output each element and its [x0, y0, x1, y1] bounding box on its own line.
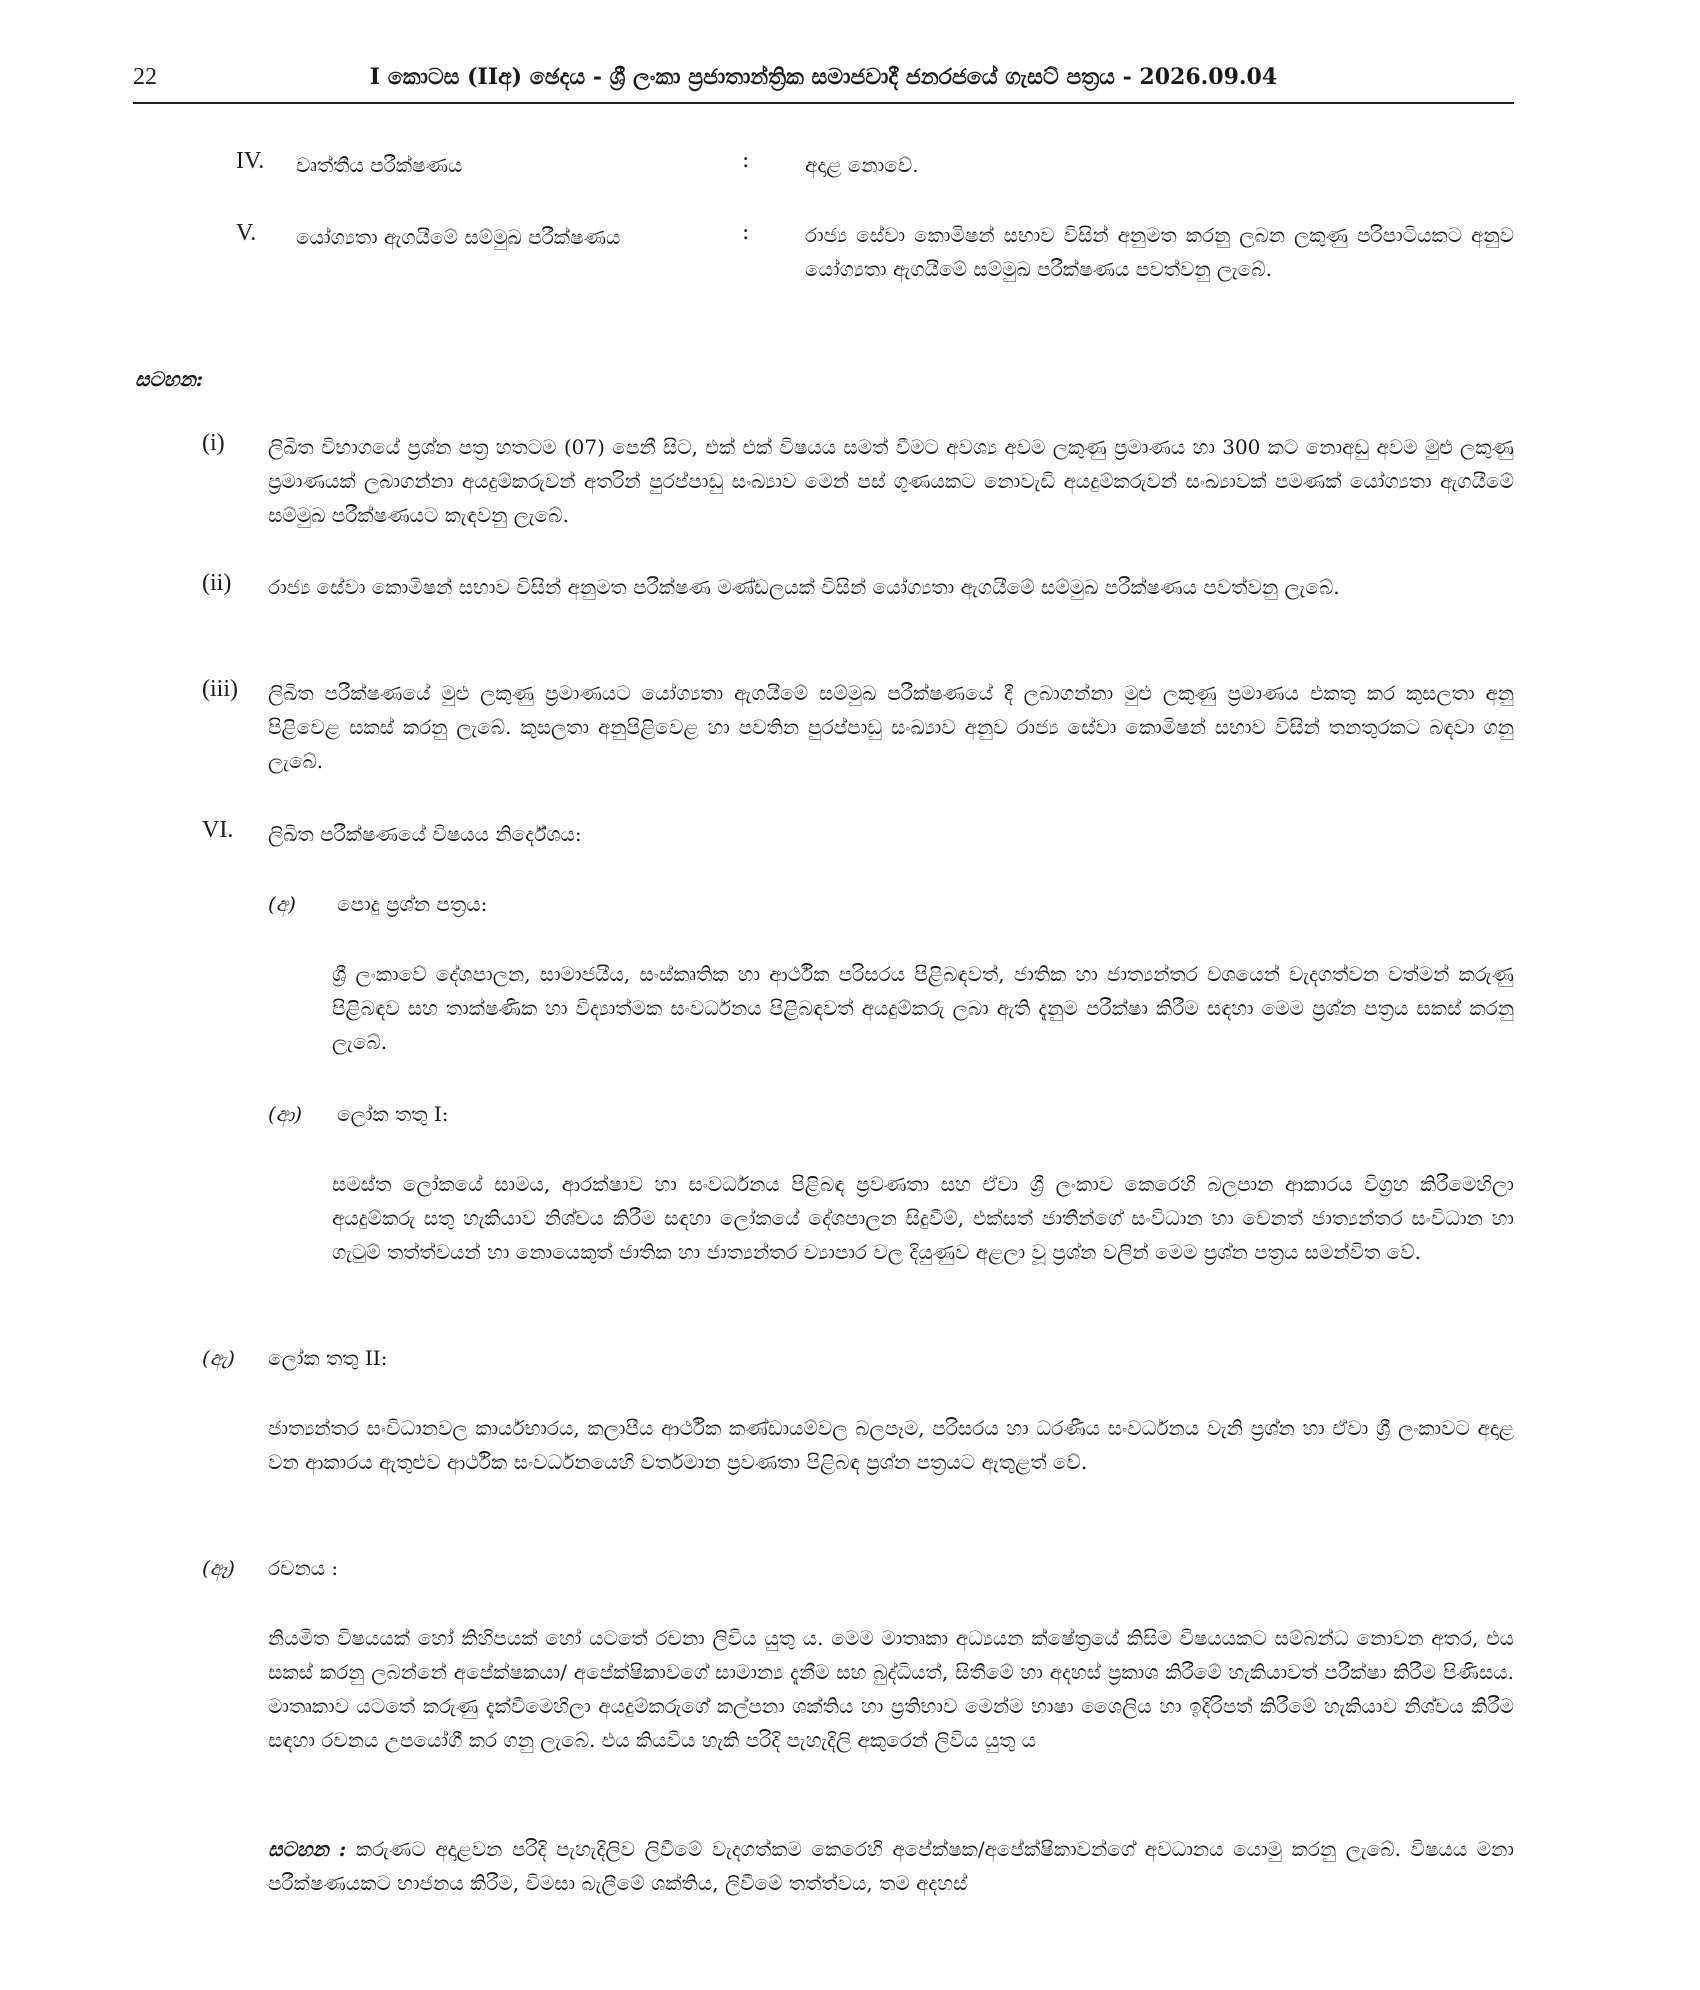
section-aa-title: ලෝක තතු I: [337, 1102, 449, 1126]
section-aee-title: රචනය : [268, 1556, 339, 1580]
item-iv-value: අදාළ නොවේ. [805, 153, 919, 177]
section-ae-title: ලෝක තතු II: [268, 1346, 388, 1370]
item-iv-colon: : [742, 148, 750, 173]
item-v-label: යෝග්‍යතා ඇගයීමේ සම්මුඛ පරීක්ෂණය [296, 225, 621, 249]
final-note [268, 1832, 1514, 1900]
syllabus-heading: ලිඛිත පරීක්ෂණයේ විෂයය නිර්දේශය: [268, 822, 582, 846]
header-rule [133, 102, 1514, 104]
notes-heading: සටහන: [135, 367, 204, 391]
section-aee-label: (ඈ) [202, 1556, 235, 1580]
note-i-text: ලිඛිත විභාගයේ ප්‍රශ්න පත්‍ර හතටම (07) පෙනී සිට, එක් එක් විෂයය සමත් වීමට අවශ්‍ය අවම ලකුණු ප්‍රමාණය හා 300 කට නොඅඩු අවම මුළු ලකුණු ප්‍රමාණයක් ලබාගන්නා අයදුම්කරුවන් අතරින් පුරප්පාඩු සංඛ්‍යාව මෙන් පස් ගුණයකට නොවැඩි අයදුම්කරුවන් සංඛ්‍යාවක් පමණක් යෝග්‍යතා ඇගයීමේ සම්මුඛ පරීක්ෂණයට කැඳවනු ලැබේ. [268, 435, 1514, 527]
final-note-label: සටහන : [268, 1837, 347, 1861]
page-header [133, 64, 1514, 100]
gazette-title: I කොටස (IIඅ) ඡෙදය - ශ්‍රී ලංකා ප්‍රජාතාන්ත්‍රික සමාජවාදී ජනරජයේ ගැසට් පත්‍රය - 2026.09.04 [369, 64, 1278, 90]
section-aee-text: නියමිත විෂයයක් හෝ කිහිපයක් හෝ යටතේ රචනා ලිවිය යුතු ය. මෙම මාතෘකා අධ්‍යයන ක්ෂේත්‍රයේ කිසිම විෂයයකට සම්බන්ධ නොවන අතර, එය සකස් කරනු ලබන්නේ අපේක්ෂකයා/ අපේක්ෂිකාවගේ සාමාන්‍ය දැනීම සහ බුද්ධියත්, සිතීමේ හා අදහස් ප්‍රකාශ කිරීමේ හැකියාවත් පරීක්ෂා කිරීම පිණිසය. මාතෘකාව යටතේ කරුණු දැක්වීමෙහිලා අයදුම්කරුගේ කල්පනා ශක්තිය හා ප්‍රතිභාව මෙන්ම භාෂා ශෛලිය හා ඉදිරිපත් කිරීමේ හැකියාව නිශ්චය කිරීම සඳහා රචනය උපයෝගී කර ගනු ලැබේ. එය කියවිය හැකි පරිදි පැහැදිලි අකුරෙන් ලිවිය යුතු ය [268, 1626, 1514, 1752]
syllabus-number: VI. [202, 817, 234, 843]
note-iii-number: (iii) [202, 676, 238, 702]
note-iii-text: ලිඛිත පරීක්ෂණයේ මුළු ලකුණු ප්‍රමාණයට යෝග්‍යතා ඇගයීමේ සම්මුඛ පරීක්ෂණයේ දී ලබාගන්නා මුළු ලකුණු ප්‍රමාණය එකතු කර කුසලතා අනු පිළිවෙළ සකස් කරනු ලැබේ. කුසලතා අනුපිළිවෙළ හා පවතින පුරප්පාඩු සංඛ්‍යාව අනුව රාජ්‍ය සේවා කොමිෂන් සභාව විසින් තනතුරකට බඳවා ගනු ලැබේ. [268, 681, 1514, 773]
page-number: 22 [133, 64, 157, 90]
note-ii-number: (ii) [202, 570, 232, 596]
note-i-number: (i) [202, 430, 225, 456]
item-iv-label: වෘත්තීය පරීක්ෂණය [296, 153, 463, 177]
item-v-number: V. [236, 220, 257, 246]
item-v-colon: : [742, 220, 750, 245]
section-a-label: (අ) [268, 892, 296, 916]
section-ae-text: ජාත්‍යන්තර සංවිධානවල කාර්යභාරය, කලාපීය ආර්ථික කණ්ඩායම්වල බලපෑම, පරිසරය හා ධරණීය සංවර්ධනය වැනි ප්‍රශ්න හා ඒවා ශ්‍රී ලංකාවට අදාළ වන ආකාරය ඇතුළුව ආර්ථික සංවර්ධනයෙහි වර්තමාන ප්‍රවණතා පිළිබඳ ප්‍රශ්න පත්‍රයට ඇතුළත් වේ. [268, 1416, 1514, 1474]
section-a-title: පොදු ප්‍රශ්න පත්‍රය: [337, 892, 488, 916]
section-aa-text: සමස්ත ලෝකයේ සාමය, ආරක්ෂාව හා සංවර්ධනය පිළිබඳ ප්‍රවණතා සහ ඒවා ශ්‍රී ලංකාව කෙරෙහි බලපාන ආකාරය විග්‍රහ කිරීමෙහිලා අයදුම්කරු සතු හැකියාව නිශ්චය කිරීම සඳහා ලෝකයේ දේශපාලන සිදුවීම්, එක්සත් ජාතීන්ගේ සංවිධාන හා වෙනත් ජාත්‍යන්තර සංවිධාන හා ගැටුම් තත්ත්වයන් හා නොයෙකුත් ජාතික හා ජාත්‍යන්තර ව්‍යාපාර වල දියුණුව අළලා වූ ප්‍රශ්න වලින් මෙම ප්‍රශ්න පත්‍රය සමන්විත වේ. [332, 1172, 1514, 1264]
section-aa-label: (ආ) [268, 1102, 303, 1126]
final-note-text: කරුණට අදාළවන පරිදි පැහැදිලිව ලිවීමේ වැදගත්කම කෙරෙහි අපේක්ෂක/අපේක්ෂිකාවන්ගේ අවධානය යොමු කරනු ලැබේ. විෂයය මනා පරීක්ෂණයකට භාජනය කිරීම, විමසා බැලීමේ ශක්තිය, ලිවීමේ තත්ත්වය, තම අදහස් [268, 1837, 1514, 1895]
item-iv-number: IV. [236, 148, 265, 174]
item-v-value: රාජ්‍ය සේවා කොමිෂන් සභාව විසින් අනුමත කරනු ලබන ලකුණු පරිපාටියකට අනුව යෝග්‍යතා ඇගයීමේ සම්මුඛ පරීක්ෂණය පවත්වනු ලැබේ. [805, 223, 1514, 281]
section-ae-label: (ඇ) [202, 1346, 235, 1370]
section-a-text: ශ්‍රී ලංකාවේ දේශපාලන, සාමාජයීය, සංස්කෘතික හා ආර්ථික පරිසරය පිළිබඳවත්, ජාතික හා ජාත්‍යන්තර වශයෙන් වැදගත්වන වත්මන් කරුණු පිළිබඳව සහ තාක්ෂණික හා විද්‍යාත්මක සංවර්ධනය පිළිබඳවත් අයදුම්කරු ලබා ඇති දැනුම පරීක්ෂා කිරීම සඳහා මෙම ප්‍රශ්න පත්‍රය සකස් කරනු ලැබේ. [332, 962, 1514, 1054]
note-ii-text: රාජ්‍ය සේවා කොමිෂන් සභාව විසින් අනුමත පරීක්ෂණ මණ්ඩලයක් විසින් යෝග්‍යතා ඇගයීමේ සම්මුඛ පරීක්ෂණය පවත්වනු ලැබේ. [268, 575, 1340, 599]
